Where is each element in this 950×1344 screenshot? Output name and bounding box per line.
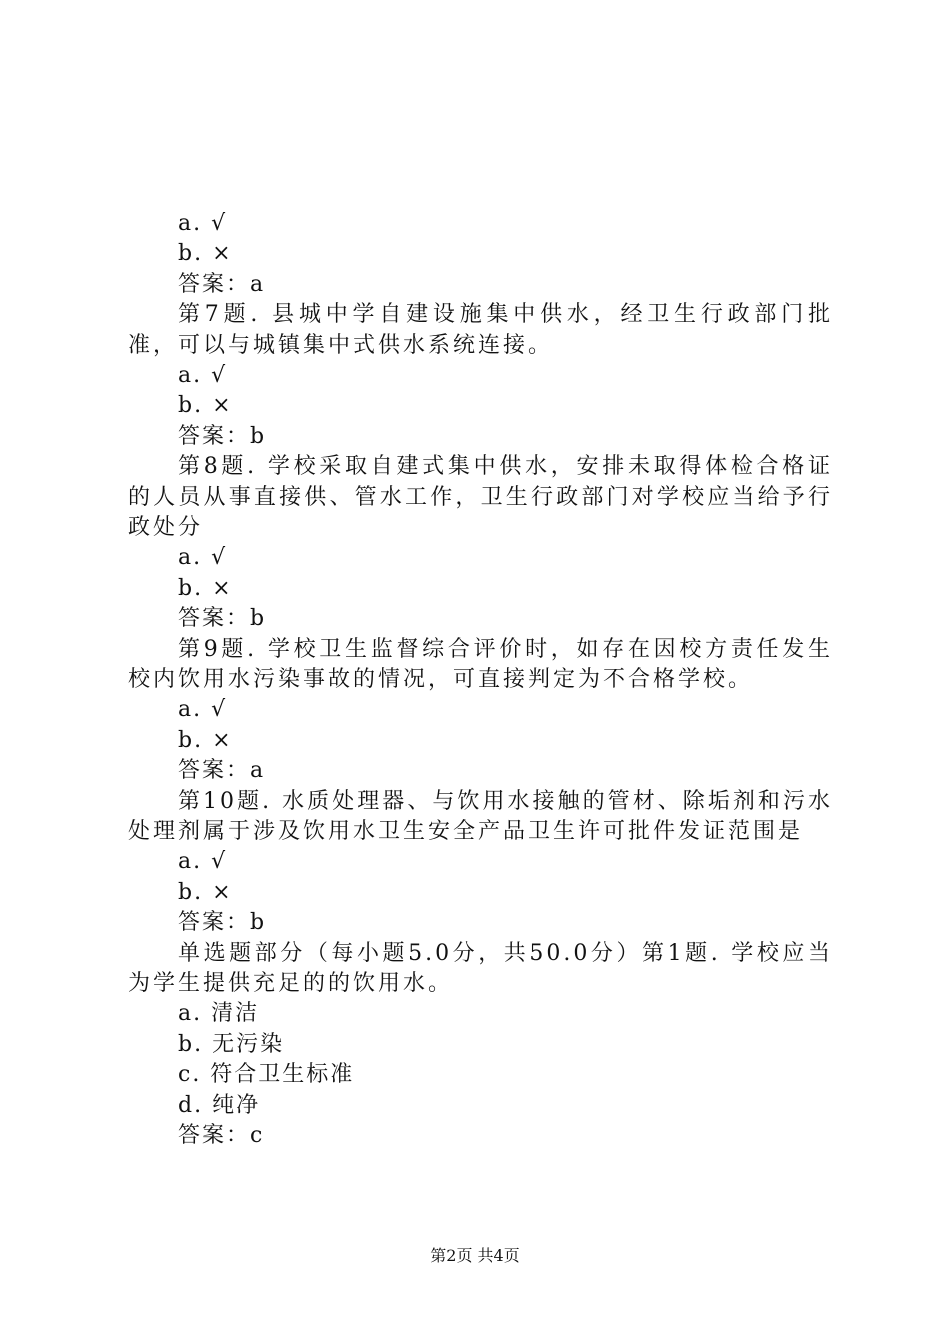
- answer: 答案：c: [178, 1122, 265, 1148]
- page-footer: 第2页 共4页: [430, 1246, 520, 1265]
- option-a: a. √: [178, 545, 228, 571]
- option-a: a. √: [178, 362, 228, 388]
- option-b: b. ×: [178, 879, 233, 905]
- question-10: 第10题. 水质处理器、与饮用水接触的管材、除垢剂和污水处理剂属于涉及饮用水卫生安全产品卫生许可批件发证范围是: [128, 788, 833, 844]
- option-b: b. ×: [178, 241, 233, 267]
- question-7: 第7题. 县城中学自建设施集中供水，经卫生行政部门批准，可以与城镇集中式供水系统连接。: [128, 302, 833, 358]
- option-a: a. √: [178, 697, 228, 723]
- document-body: [128, 209, 833, 1151]
- option-a: a. √: [178, 211, 228, 236]
- answer: 答案：b: [178, 423, 267, 449]
- answer: 答案：a: [178, 271, 266, 297]
- option-b: b. 无污染: [178, 1031, 285, 1057]
- option-a: a. 清洁: [178, 1001, 260, 1027]
- answer: 答案：a: [178, 758, 266, 784]
- option-b: b. ×: [178, 575, 233, 601]
- answer: 答案：b: [178, 606, 267, 632]
- answer: 答案：b: [178, 910, 267, 936]
- option-b: b. ×: [178, 393, 233, 419]
- question-9: 第9题. 学校卫生监督综合评价时，如存在因校方责任发生校内饮用水污染事故的情况，可直接判定为不合格学校。: [128, 636, 833, 692]
- question-8: 第8题. 学校采取自建式集中供水，安排未取得体检合格证的人员从事直接供、管水工作，卫生行政部门对学校应当给予行政处分: [128, 454, 833, 540]
- option-c: c. 符合卫生标准: [178, 1062, 355, 1088]
- option-b: b. ×: [178, 727, 233, 753]
- option-d: d. 纯净: [178, 1092, 261, 1118]
- single-choice-question-1: 单选题部分（每小题5.0分，共50.0分）第1题. 学校应当为学生提供充足的的饮用水。: [128, 940, 833, 996]
- option-a: a. √: [178, 849, 228, 875]
